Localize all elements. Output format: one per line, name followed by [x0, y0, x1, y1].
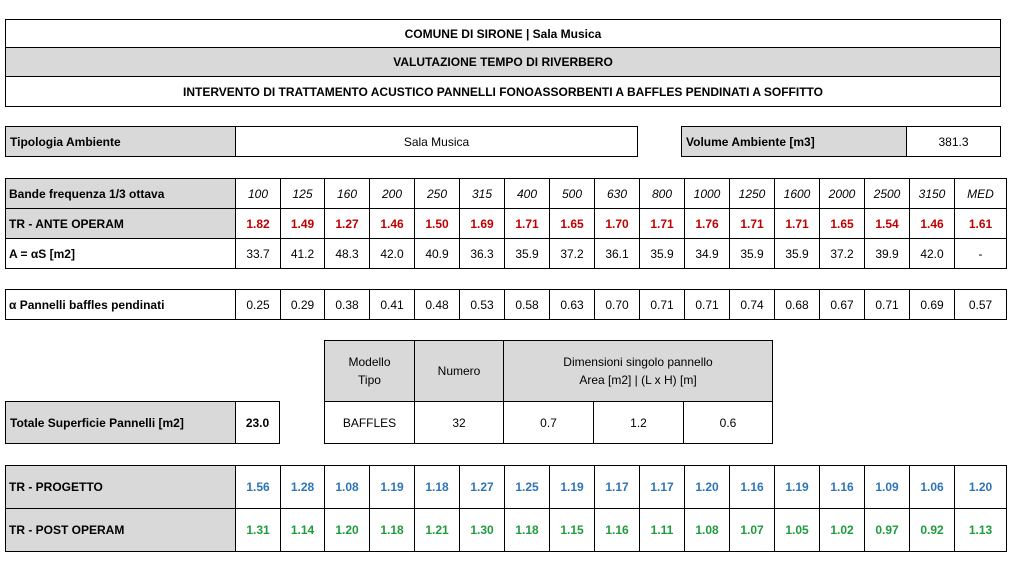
- alpha-cell: 0.68: [775, 290, 820, 320]
- alpha-row: [6, 290, 1007, 320]
- band-cell: 1600: [775, 179, 820, 209]
- absorption-cell: -: [955, 239, 1007, 269]
- tr-progetto-row: [6, 466, 1007, 509]
- model-value: BAFFLES: [324, 401, 415, 444]
- alpha-cell: 0.57: [955, 290, 1007, 320]
- tr-ante-cell: 1.71: [640, 209, 685, 239]
- alpha-cell: 0.67: [820, 290, 865, 320]
- band-cell: 500: [550, 179, 595, 209]
- tr-progetto-cell: 1.19: [775, 466, 820, 509]
- tr-post-cell: 1.20: [325, 509, 370, 552]
- tr-post-cell: 1.18: [505, 509, 550, 552]
- tr-ante-cell: 1.65: [550, 209, 595, 239]
- tr-post-cell: 1.31: [236, 509, 281, 552]
- tr-post-cell: 0.97: [865, 509, 910, 552]
- band-cell: 3150: [910, 179, 955, 209]
- environment-type-label: Tipologia Ambiente: [5, 126, 236, 157]
- tr-ante-cell: 1.61: [955, 209, 1007, 239]
- absorption-row: [6, 239, 1007, 269]
- report-subtitle: VALUTAZIONE TEMPO DI RIVERBERO: [5, 47, 1001, 77]
- absorption-cell: 35.9: [505, 239, 550, 269]
- number-value: 32: [414, 401, 504, 444]
- volume-label: Volume Ambiente [m3]: [681, 126, 907, 157]
- absorption-cell: 35.9: [640, 239, 685, 269]
- model-header-line2: Tipo: [358, 373, 381, 387]
- tr-progetto-cell: 1.08: [325, 466, 370, 509]
- band-cell: 2500: [865, 179, 910, 209]
- tr-progetto-cell: 1.16: [730, 466, 775, 509]
- tr-post-cell: 1.11: [640, 509, 685, 552]
- tr-ante-cell: 1.71: [505, 209, 550, 239]
- tr-post-cell: 1.02: [820, 509, 865, 552]
- tr-ante-cell: 1.49: [281, 209, 325, 239]
- area-value: 0.7: [503, 401, 594, 444]
- absorption-cell: 40.9: [415, 239, 460, 269]
- tr-ante-cell: 1.50: [415, 209, 460, 239]
- number-header: Numero: [414, 340, 504, 402]
- tr-ante-cell: 1.71: [730, 209, 775, 239]
- band-cell: 125: [281, 179, 325, 209]
- band-cell: 100: [236, 179, 281, 209]
- absorption-cell: 35.9: [730, 239, 775, 269]
- tr-progetto-cell: 1.19: [550, 466, 595, 509]
- report-title: COMUNE DI SIRONE | Sala Musica: [5, 19, 1001, 48]
- alpha-cell: 0.58: [505, 290, 550, 320]
- band-cell: 250: [415, 179, 460, 209]
- band-cell: 2000: [820, 179, 865, 209]
- tr-post-cell: 1.18: [370, 509, 415, 552]
- tr-progetto-cell: 1.27: [460, 466, 505, 509]
- alpha-cell: 0.63: [550, 290, 595, 320]
- absorption-cell: 36.3: [460, 239, 505, 269]
- band-cell: 315: [460, 179, 505, 209]
- dimensions-header-line2: Area [m2] | (L x H) [m]: [579, 373, 697, 387]
- bands-label: Bande frequenza 1/3 ottava: [6, 179, 236, 209]
- band-cell: 160: [325, 179, 370, 209]
- tr-ante-label: TR - ANTE OPERAM: [6, 209, 236, 239]
- alpha-cell: 0.71: [685, 290, 730, 320]
- tr-ante-cell: 1.82: [236, 209, 281, 239]
- alpha-cell: 0.38: [325, 290, 370, 320]
- absorption-cell: 39.9: [865, 239, 910, 269]
- model-header-line1: Modello: [348, 355, 391, 369]
- alpha-cell: 0.41: [370, 290, 415, 320]
- band-cell: 1000: [685, 179, 730, 209]
- tr-progetto-cell: 1.17: [595, 466, 640, 509]
- tr-ante-cell: 1.76: [685, 209, 730, 239]
- absorption-cell: 42.0: [910, 239, 955, 269]
- band-cell: 1250: [730, 179, 775, 209]
- tr-progetto-cell: 1.28: [281, 466, 325, 509]
- tr-post-cell: 1.15: [550, 509, 595, 552]
- band-cell: MED: [955, 179, 1007, 209]
- absorption-cell: 36.1: [595, 239, 640, 269]
- tr-progetto-cell: 1.09: [865, 466, 910, 509]
- tr-progetto-cell: 1.20: [685, 466, 730, 509]
- tr-post-cell: 1.14: [281, 509, 325, 552]
- environment-type-value: Sala Musica: [235, 126, 638, 157]
- tr-post-cell: 1.16: [595, 509, 640, 552]
- tr-progetto-cell: 1.25: [505, 466, 550, 509]
- alpha-cell: 0.48: [415, 290, 460, 320]
- absorption-cell: 33.7: [236, 239, 281, 269]
- tr-ante-cell: 1.27: [325, 209, 370, 239]
- tr-ante-cell: 1.54: [865, 209, 910, 239]
- model-header: [324, 340, 415, 402]
- tr-ante-cell: 1.69: [460, 209, 505, 239]
- tr-post-cell: 1.05: [775, 509, 820, 552]
- tr-post-row: [6, 509, 1007, 552]
- tr-progetto-cell: 1.20: [955, 466, 1007, 509]
- length-value: 1.2: [593, 401, 684, 444]
- absorption-cell: 35.9: [775, 239, 820, 269]
- absorption-cell: 34.9: [685, 239, 730, 269]
- band-cell: 800: [640, 179, 685, 209]
- bands-row: [6, 179, 1007, 209]
- alpha-table: [5, 289, 1007, 320]
- tr-post-cell: 1.13: [955, 509, 1007, 552]
- alpha-label: α Pannelli baffles pendinati: [6, 290, 236, 320]
- tr-progetto-cell: 1.19: [370, 466, 415, 509]
- dimensions-header-line1: Dimensioni singolo pannello: [563, 355, 713, 369]
- tr-ante-cell: 1.46: [910, 209, 955, 239]
- alpha-cell: 0.74: [730, 290, 775, 320]
- absorption-cell: 42.0: [370, 239, 415, 269]
- absorption-cell: 37.2: [550, 239, 595, 269]
- tr-post-cell: 1.08: [685, 509, 730, 552]
- tr-ante-cell: 1.70: [595, 209, 640, 239]
- tr-post-cell: 0.92: [910, 509, 955, 552]
- frequency-table: [5, 178, 1007, 269]
- alpha-cell: 0.70: [595, 290, 640, 320]
- tr-ante-cell: 1.65: [820, 209, 865, 239]
- band-cell: 200: [370, 179, 415, 209]
- dimensions-header: [503, 340, 773, 402]
- band-cell: 400: [505, 179, 550, 209]
- alpha-cell: 0.71: [640, 290, 685, 320]
- tr-progetto-cell: 1.06: [910, 466, 955, 509]
- tr-progetto-cell: 1.17: [640, 466, 685, 509]
- intervention-title: INTERVENTO DI TRATTAMENTO ACUSTICO PANNELLI FONOASSORBENTI A BAFFLES PENDINATI A SOFFITTO: [5, 76, 1001, 107]
- tr-post-cell: 1.07: [730, 509, 775, 552]
- tr-progetto-label: TR - PROGETTO: [6, 466, 236, 509]
- tr-ante-cell: 1.46: [370, 209, 415, 239]
- results-table: [5, 465, 1007, 552]
- total-surface-label: Totale Superficie Pannelli [m2]: [5, 401, 236, 444]
- alpha-cell: 0.53: [460, 290, 505, 320]
- tr-progetto-cell: 1.56: [236, 466, 281, 509]
- tr-post-cell: 1.30: [460, 509, 505, 552]
- absorption-label: A = αS [m2]: [6, 239, 236, 269]
- tr-post-label: TR - POST OPERAM: [6, 509, 236, 552]
- alpha-cell: 0.29: [281, 290, 325, 320]
- alpha-cell: 0.69: [910, 290, 955, 320]
- tr-progetto-cell: 1.16: [820, 466, 865, 509]
- alpha-cell: 0.25: [236, 290, 281, 320]
- height-value: 0.6: [683, 401, 773, 444]
- band-cell: 630: [595, 179, 640, 209]
- tr-post-cell: 1.21: [415, 509, 460, 552]
- volume-value: 381.3: [906, 126, 1001, 157]
- absorption-cell: 41.2: [281, 239, 325, 269]
- tr-progetto-cell: 1.18: [415, 466, 460, 509]
- absorption-cell: 48.3: [325, 239, 370, 269]
- tr-ante-cell: 1.71: [775, 209, 820, 239]
- tr-ante-row: [6, 209, 1007, 239]
- absorption-cell: 37.2: [820, 239, 865, 269]
- total-surface-value: 23.0: [235, 401, 280, 444]
- alpha-cell: 0.71: [865, 290, 910, 320]
